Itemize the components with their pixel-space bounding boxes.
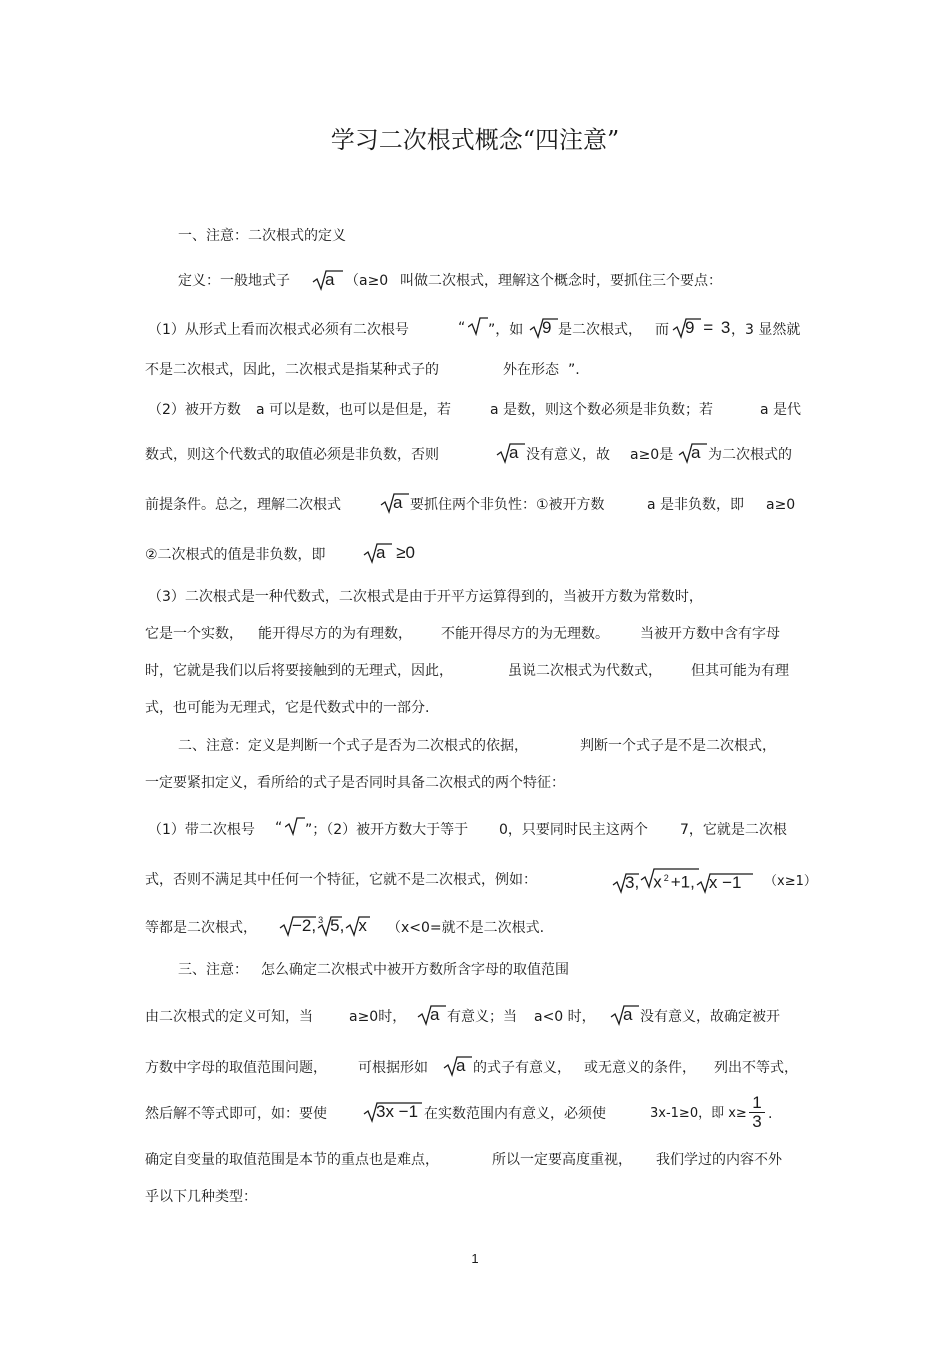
section-3-line-4: 确定自变量的取值范围是本节的重点也是难点， xyxy=(145,1152,439,1168)
non-sqrt-examples: −2, 3 5, x xyxy=(280,916,367,936)
section-3-line-2: 方数中字母的取值范围问题， xyxy=(145,1060,327,1076)
sqrt-a-expression: a xyxy=(418,1005,439,1025)
section-2-line-5-b: （x<0=就不是二次根式. xyxy=(387,920,545,936)
point-2-line-3-d: a≥0 xyxy=(766,497,796,513)
section-3-line-3-d: . xyxy=(768,1106,773,1122)
section-2-heading: 二、注意：定义是判断一个式子是否为二次根式的依据， xyxy=(178,738,528,754)
point-3-line-3-c: 但其可能为有理 xyxy=(691,663,789,679)
sqrt-examples-expression: 3, x $^2$ +1, x −1 xyxy=(613,868,741,893)
section-3-heading-b: 怎么确定二次根式中被开方数所含字母的取值范围 xyxy=(261,962,569,978)
quote-open: “ xyxy=(275,820,283,836)
section-3-line-1-d: a<0 时， xyxy=(534,1009,596,1025)
section-3-line-5: 乎以下几种类型： xyxy=(145,1189,257,1205)
sqrt-a-expression: a xyxy=(381,493,402,513)
page-title: 学习二次根式概念“四注意” xyxy=(330,126,620,154)
sqrt-a-expression: a xyxy=(679,443,700,463)
radical-sign-icon xyxy=(285,816,305,838)
point-2-text-b: a 可以是数，也可以是但是，若 xyxy=(256,402,452,418)
section-1-heading: 一、注意：二次根式的定义 xyxy=(178,228,346,244)
section-2-line-3-a: （1）带二次根号 xyxy=(148,822,255,838)
quote-close-text: ”，如 xyxy=(488,322,524,338)
point-3-line-2-b: 能开得尽方的为有理数， xyxy=(258,626,412,642)
point-2-line-2-b: 没有意义，故 xyxy=(526,447,610,463)
quote-open: “ xyxy=(458,320,466,336)
point-3-line-3-b: 虽说二次根式为代数式， xyxy=(508,663,662,679)
section-2-line-3-c: ”；（2）被开方数大于等于 xyxy=(305,822,469,838)
point-3-line-1: （3）二次根式是一种代数式，二次根式是由于开平方运算得到的，当被开方数为常数时， xyxy=(148,589,703,605)
page-number: 1 xyxy=(471,1251,479,1266)
section-3-line-4-c: 我们学过的内容不外 xyxy=(656,1152,782,1168)
sqrt-3x-minus-1: 3x −1 xyxy=(364,1102,418,1122)
point-2-line-4: ②二次根式的值是非负数，即 xyxy=(145,547,326,563)
point-3-line-2-d: 当被开方数中含有字母 xyxy=(640,626,780,642)
section-2-line-3-e: 7，它就是二次根 xyxy=(680,822,787,838)
point-2-line-2-d: 为二次根式的 xyxy=(708,447,792,463)
section-3-line-1: 由二次根式的定义可知，当 xyxy=(145,1009,313,1025)
point-1-line-2: 不是二次根式，因此，二次根式是指某种式子的 xyxy=(145,362,439,378)
point-3-line-4: 式，也可能为无理式，它是代数式中的一部分. xyxy=(145,700,430,716)
section-3-line-2-b: 可根据形如 xyxy=(358,1060,428,1076)
sqrt-a-expression: a xyxy=(611,1005,632,1025)
definition-text-end: 叫做二次根式，理解这个概念时，要抓住三个要点： xyxy=(400,273,722,289)
radical-sign-icon xyxy=(468,316,488,338)
section-2-heading-b: 判断一个式子是不是二次根式， xyxy=(580,738,776,754)
point-2-line-3-b: 要抓住两个非负性：①被开方数 xyxy=(410,497,605,513)
point-1-text-3: ，3 显然就 xyxy=(731,322,801,338)
section-2-line-2: 一定要紧扣定义，看所给的式子是否同时具备二次根式的两个特征： xyxy=(145,775,565,791)
point-2-line-3-c: a 是非负数，即 xyxy=(647,497,745,513)
sqrt-9-equals-3: 9 = 3 xyxy=(673,318,730,338)
sqrt-a-expression: a xyxy=(313,270,334,290)
point-1-text: （1）从形式上看而次根式必须有二次根号 xyxy=(148,322,409,338)
condition-x-ge-1: （x≥1） xyxy=(764,874,817,889)
section-3-line-3: 然后解不等式即可，如：要使 xyxy=(145,1106,327,1122)
section-2-line-5: 等都是二次根式， xyxy=(145,920,257,936)
section-3-line-2-d: 或无意义的条件， xyxy=(584,1060,696,1076)
section-3-line-2-c: 的式子有意义， xyxy=(473,1060,571,1076)
section-3-line-1-b: a≥0时， xyxy=(349,1009,407,1025)
fraction-one-third: 1 3 xyxy=(749,1094,765,1131)
point-3-line-2-a: 它是一个实数， xyxy=(145,626,243,642)
section-3-line-3-b: 在实数范围内有意义，必须使 xyxy=(424,1106,606,1122)
point-1-text-2: 是二次根式， xyxy=(558,322,642,338)
section-3-line-1-e: 没有意义，故确定被开 xyxy=(640,1009,780,1025)
definition-condition: （a≥0 xyxy=(345,273,389,289)
sqrt-a-expression: a xyxy=(444,1056,465,1076)
section-3-line-1-c: 有意义；当 xyxy=(447,1009,517,1025)
point-1-line-2-end: ”. xyxy=(568,362,580,378)
point-1-waizaixingtai: 外在形态 xyxy=(503,362,559,378)
section-3-line-2-e: 列出不等式， xyxy=(714,1060,798,1076)
point-2-text: （2）被开方数 xyxy=(148,402,241,418)
point-2-line-3: 前提条件。总之，理解二次根式 xyxy=(145,497,341,513)
point-1-er: 而 xyxy=(655,322,669,338)
point-2-line-2: 数式，则这个代数式的取值必须是非负数，否则 xyxy=(145,447,439,463)
point-2-text-d: a 是代 xyxy=(760,402,802,418)
sqrt-a-expression: a xyxy=(497,443,518,463)
definition-text: 定义：一般地式子 xyxy=(178,273,290,289)
section-2-line-4: 式，否则不满足其中任何一个特征，它就不是二次根式，例如： xyxy=(145,872,537,888)
sqrt-9-expression: 9 xyxy=(530,318,551,338)
section-3-line-3-c: 3x-1≥0，即 x≥ xyxy=(650,1106,747,1121)
section-3-heading: 三、注意： xyxy=(178,962,248,978)
section-2-line-3-d: 0，只要同时民主这两个 xyxy=(499,822,648,838)
point-3-line-2-c: 不能开得尽方的为无理数。 xyxy=(441,626,609,642)
section-3-line-4-b: 所以一定要高度重视， xyxy=(492,1152,632,1168)
sqrt-a-expression: a ≥0 xyxy=(364,543,415,563)
point-3-line-3-a: 时，它就是我们以后将要接触到的无理式，因此， xyxy=(145,663,453,679)
point-2-text-c: a 是数，则这个数必须是非负数；若 xyxy=(490,402,714,418)
point-2-line-2-c: a≥0是 xyxy=(630,447,674,463)
